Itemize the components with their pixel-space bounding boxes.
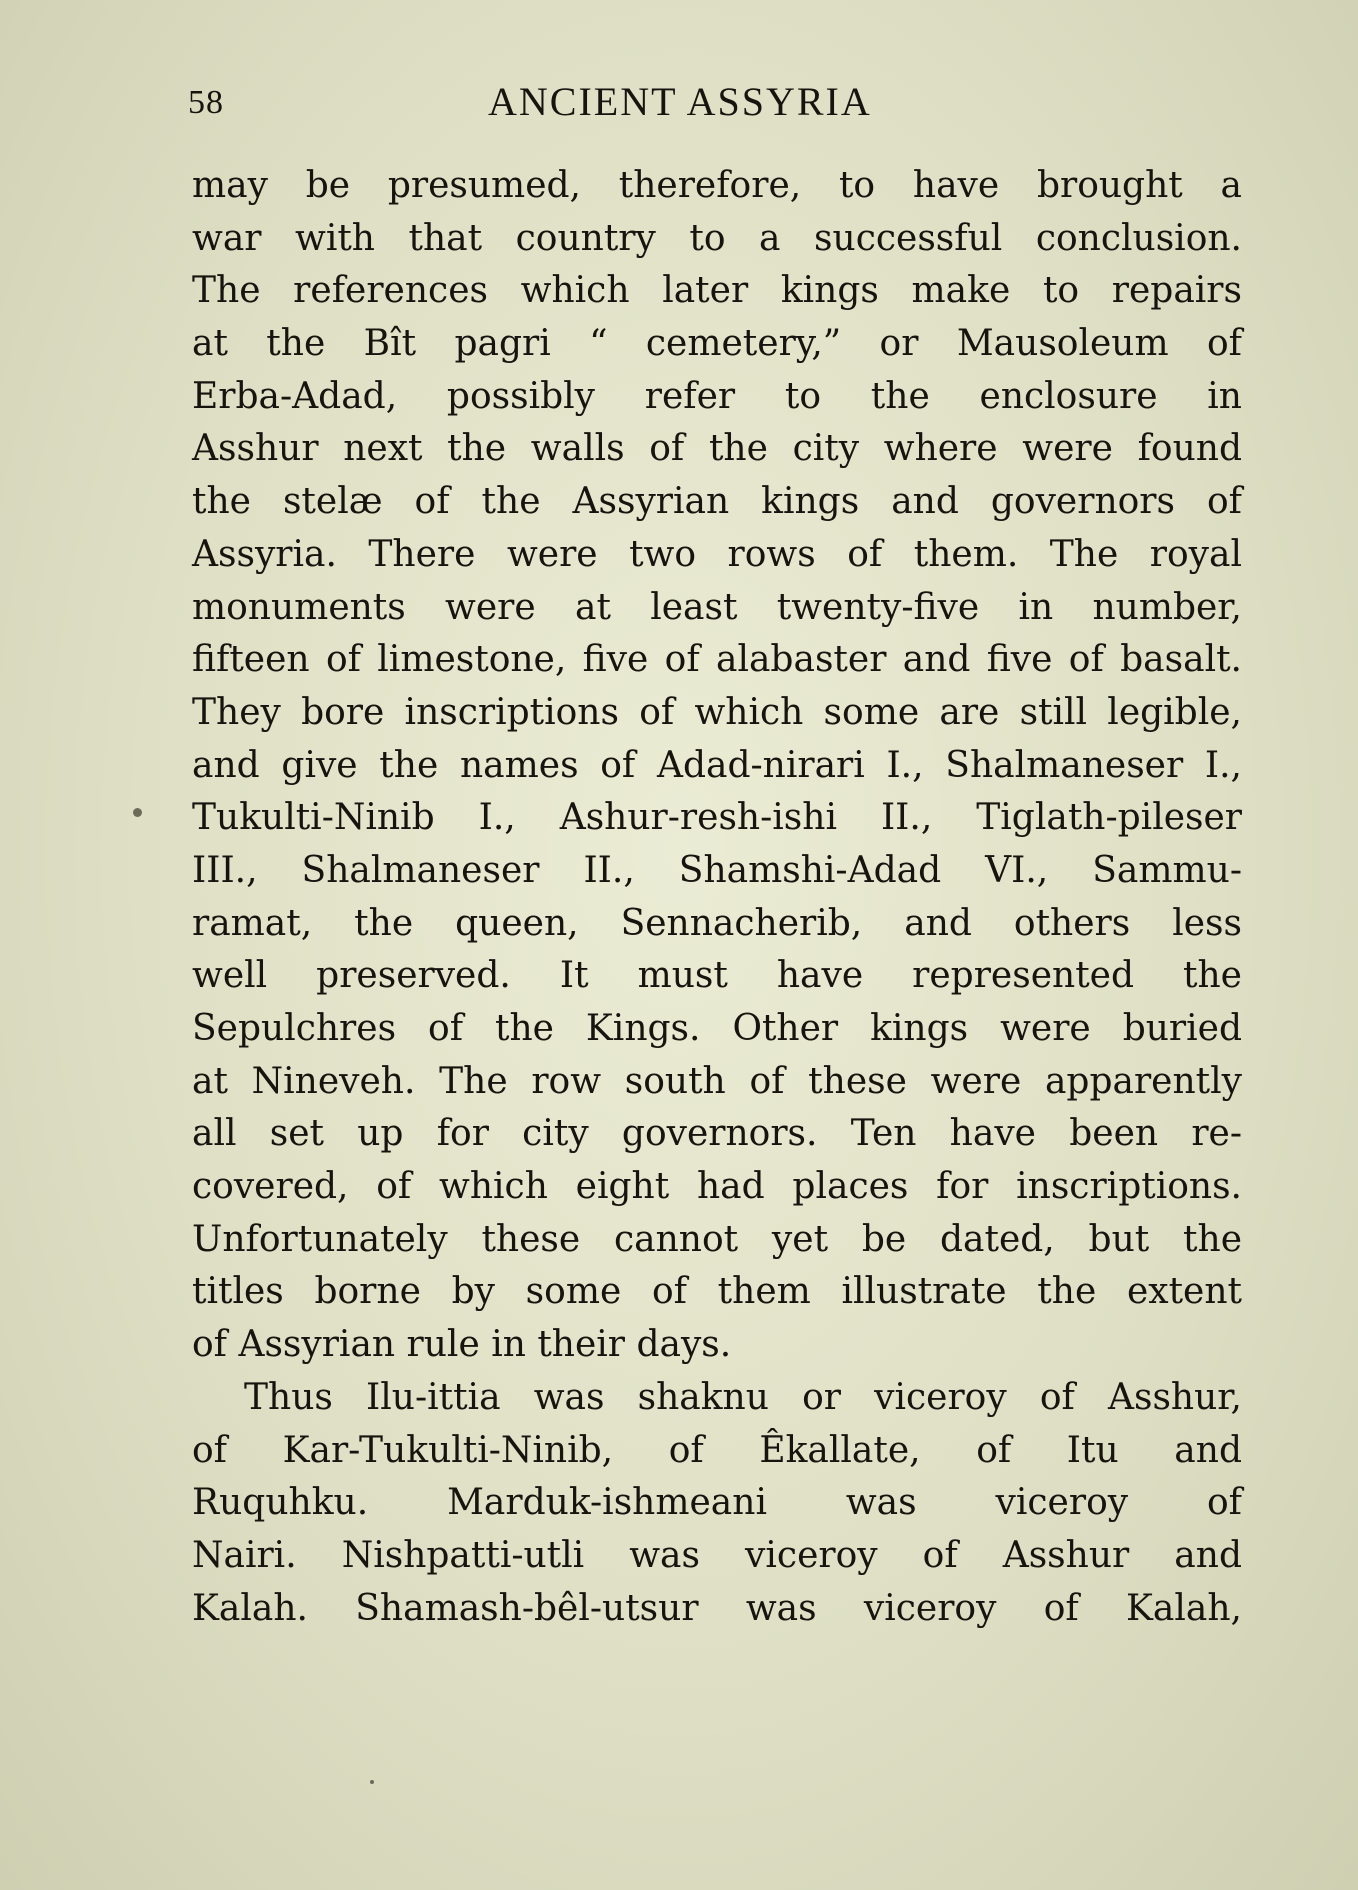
text-line: Erba-Adad, possibly refer to the enclosure in (192, 375, 1242, 417)
text-line: Assyria. There were two rows of them. The royal (192, 533, 1242, 575)
text-line: covered, of which eight had places for inscriptions. (192, 1166, 1242, 1208)
paragraph-2 (192, 1372, 1242, 1635)
text-line: at the Bît pagri “ cemetery,” or Mausoleum of (192, 323, 1242, 365)
body-text (192, 160, 1242, 1635)
paper-speck (133, 808, 142, 817)
text-line: the stelæ of the Assyrian kings and governors of (192, 481, 1242, 523)
text-line: Ruquhku. Marduk-ishmeani was viceroy of (192, 1482, 1242, 1524)
text-line: may be presumed, therefore, to have brought a (192, 165, 1242, 206)
running-title: ANCIENT ASSYRIA (488, 79, 872, 124)
text-line: fifteen of limestone, five of alabaster and five of basalt. (192, 639, 1242, 681)
text-line: The references which later kings make to repairs (192, 270, 1242, 312)
text-line: all set up for city governors. Ten have been re- (192, 1113, 1242, 1155)
paragraph-1 (192, 160, 1242, 1372)
page-number: 58 (188, 84, 224, 121)
text-line: Sepulchres of the Kings. Other kings were buried (192, 1008, 1242, 1049)
text-line: Nairi. Nishpatti-utli was viceroy of Asshur and (192, 1534, 1242, 1576)
text-line: Kalah. Shamash-bêl-utsur was viceroy of Kalah, (192, 1587, 1242, 1629)
text-line: of Kar-Tukulti-Ninib, of Êkallate, of Itu and (192, 1429, 1242, 1471)
text-line: Unfortunately these cannot yet be dated, but the (192, 1218, 1242, 1260)
text-line: of Assyrian rule in their days. (192, 1324, 732, 1366)
text-line: monuments were at least twenty-five in number, (192, 586, 1242, 628)
text-line: ramat, the queen, Sennacherib, and others less (192, 902, 1242, 944)
running-head (188, 78, 1248, 128)
text-line: Thus Ilu-ittia was shaknu or viceroy of Asshur, (244, 1376, 1242, 1418)
text-line: Tukulti-Ninib I., Ashur-resh-ishi II., Tiglath-pileser (192, 797, 1242, 839)
text-line: at Nineveh. The row south of these were apparently (192, 1060, 1242, 1102)
text-line: They bore inscriptions of which some are still legible, (192, 691, 1242, 733)
text-line: Asshur next the walls of the city where were found (192, 428, 1242, 470)
text-line: well preserved. It must have represented the (192, 955, 1242, 997)
paper-speck (370, 1780, 374, 1784)
text-line: III., Shalmaneser II., Shamshi-Adad VI., Sammu- (192, 849, 1242, 891)
text-line: titles borne by some of them illustrate the extent (192, 1271, 1242, 1313)
text-line: and give the names of Adad-nirari I., Shalmaneser I., (192, 744, 1242, 786)
text-line: war with that country to a successful conclusion. (192, 217, 1242, 259)
